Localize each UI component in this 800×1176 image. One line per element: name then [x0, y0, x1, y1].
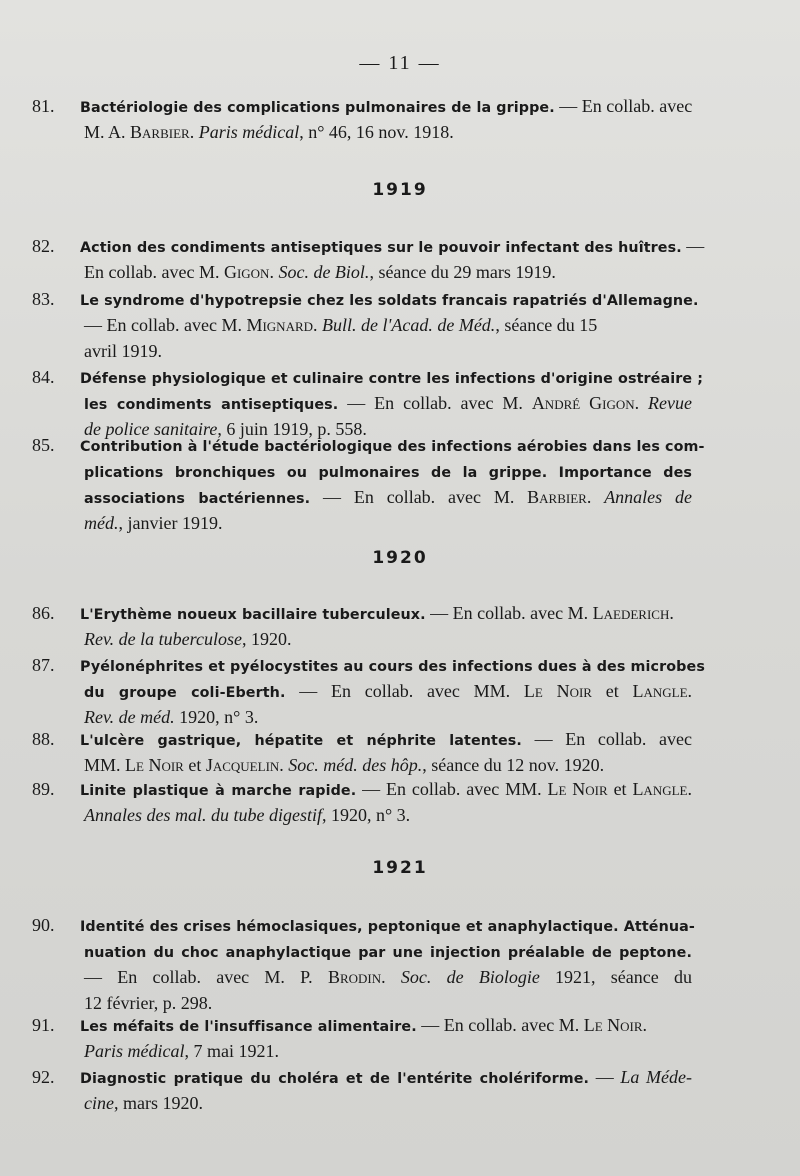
entry-number: 81. — [32, 96, 55, 116]
entry-line — [32, 1012, 692, 1038]
citation-text: — En collab. avec MM. — [356, 779, 548, 799]
author-name: Gigon — [223, 262, 270, 282]
bibliography-entry — [32, 776, 692, 828]
citation-text: , 1920, n° 3. — [321, 805, 411, 825]
journal-name: Soc. de Biol. — [278, 262, 370, 282]
citation-text: . — [586, 487, 605, 507]
citation-text: M. A. — [84, 122, 131, 142]
year-heading: 1920 — [372, 548, 428, 568]
citation-text: et — [607, 779, 633, 799]
journal-name: Soc. méd. des hôp. — [288, 755, 423, 775]
entry-title: Les méfaits de l'insuffisance alimentaire. — [80, 1019, 417, 1035]
journal-name: de police sanitaire — [84, 419, 218, 439]
entry-line — [32, 93, 692, 119]
bibliography-entry — [32, 93, 692, 145]
entry-title: Linite plastique à marche rapide. — [80, 783, 357, 799]
journal-name: méd. — [84, 513, 119, 533]
journal-name: Rev. de la tuberculose — [84, 629, 242, 649]
entry-line — [32, 938, 692, 964]
entry-line — [32, 458, 692, 484]
entry-title: associations bactériennes. — [84, 491, 311, 507]
entry-line — [32, 1064, 692, 1090]
citation-text: — En collab. avec M. — [84, 315, 247, 335]
entry-title: Diagnostic pratique du choléra et de l'entérite cholériforme. — [80, 1071, 590, 1087]
bibliography-entry — [32, 286, 699, 364]
entry-line — [32, 726, 692, 752]
journal-name: Annales de — [604, 487, 693, 507]
entry-title: Identité des crises hémoclasiques, peptonique et anaphylactique. Atténua- — [80, 919, 695, 935]
author-name: Langle — [632, 779, 688, 799]
journal-name: cine — [84, 1093, 114, 1113]
entry-number: 90. — [32, 915, 55, 935]
entry-line — [32, 678, 692, 704]
entry-line — [32, 390, 692, 416]
entry-line — [32, 510, 692, 536]
bibliography-entry — [32, 652, 705, 730]
author-name: Le Noir — [583, 1015, 643, 1035]
citation-text: . — [634, 393, 649, 413]
entry-number: 82. — [32, 236, 55, 256]
citation-text: , janvier 1919. — [118, 513, 223, 533]
entry-line — [32, 1038, 692, 1064]
citation-text: — En collab. avec — [554, 96, 693, 116]
journal-name: La Méde- — [620, 1067, 692, 1087]
entry-number: 92. — [32, 1067, 55, 1087]
citation-text: . — [279, 755, 289, 775]
entry-number: 84. — [32, 367, 55, 387]
entry-title: Contribution à l'étude bactériologique des infections aérobies dans les com- — [80, 439, 705, 455]
entry-line — [32, 432, 705, 458]
entry-line — [32, 286, 699, 312]
entry-number: 89. — [32, 779, 55, 799]
citation-text: 1920, n° 3. — [174, 707, 259, 727]
entry-line — [32, 912, 695, 938]
journal-name: Revue — [648, 393, 693, 413]
author-name: Barbier — [527, 487, 587, 507]
entry-title: plications bronchiques ou pulmonaires de la grippe. Importance des — [84, 465, 692, 481]
author-name: Laederich — [592, 603, 670, 623]
author-name: Barbier — [130, 122, 190, 142]
citation-text: , 6 juin 1919, p. 558. — [217, 419, 367, 439]
citation-text: — En collab. avec M. — [310, 487, 528, 507]
entry-title: Pyélonéphrites et pyélocystites au cours des infections dues à des microbes — [80, 659, 705, 675]
entry-title: Bactériologie des complications pulmonaires de la grippe. — [80, 100, 555, 116]
entry-line — [32, 233, 705, 259]
citation-text: , n° 46, 16 nov. 1918. — [299, 122, 454, 142]
entry-title: Action des condiments antiseptiques sur le pouvoir infectant des huîtres. — [80, 240, 682, 256]
bibliography-entry — [32, 1064, 692, 1116]
bibliography-entry — [32, 1012, 692, 1064]
citation-text: 12 février, p. 298. — [84, 993, 213, 1013]
journal-name: Soc. de Biologie — [400, 967, 540, 987]
citation-text: MM. — [84, 755, 126, 775]
citation-text: avril 1919. — [84, 341, 162, 361]
entry-title: L'Erythème noueux bacillaire tuberculeux. — [80, 607, 426, 623]
entry-title: du groupe coli-Eberth. — [84, 685, 286, 701]
bibliography-entry — [32, 364, 704, 442]
author-name: Jacquelin — [205, 755, 280, 775]
citation-text: En collab. avec M. — [84, 262, 224, 282]
journal-name: Paris médical — [198, 122, 300, 142]
entry-line — [32, 1090, 692, 1116]
journal-name: Annales des mal. du tube digestif — [84, 805, 322, 825]
citation-text: — En collab. avec MM. — [285, 681, 524, 701]
year-heading: 1921 — [372, 858, 428, 878]
entry-line — [32, 802, 692, 828]
author-name: Le Noir — [523, 681, 592, 701]
bibliography-entry — [32, 726, 692, 778]
entry-line — [32, 259, 692, 285]
entry-line — [32, 964, 692, 990]
citation-text: . — [381, 967, 401, 987]
citation-text: , séance du 15 — [495, 315, 598, 335]
entry-line — [32, 364, 704, 390]
citation-text: . — [189, 122, 199, 142]
entry-line — [32, 652, 705, 678]
entry-number: 85. — [32, 435, 55, 455]
citation-text: et — [183, 755, 206, 775]
entry-line — [32, 484, 692, 510]
citation-text: — — [589, 1067, 621, 1087]
citation-text: . — [687, 681, 693, 701]
citation-text: — En collab. avec M. — [425, 603, 593, 623]
bibliography-entry — [32, 912, 695, 1016]
citation-text: . — [269, 262, 279, 282]
entry-number: 87. — [32, 655, 55, 675]
entry-line — [32, 752, 692, 778]
citation-text: . — [313, 315, 323, 335]
author-name: Langle — [632, 681, 688, 701]
citation-text: , séance du 12 nov. 1920. — [422, 755, 605, 775]
author-name: Mignard — [246, 315, 314, 335]
entry-line — [32, 776, 692, 802]
citation-text: — En collab. avec M. — [338, 393, 532, 413]
entry-line — [32, 600, 692, 626]
citation-text: . — [642, 1015, 648, 1035]
citation-text: . — [669, 603, 674, 623]
entry-title: les condiments antiseptiques. — [84, 397, 339, 413]
journal-name: Rev. de méd. — [84, 707, 175, 727]
entry-number: 86. — [32, 603, 55, 623]
journal-name: Bull. de l'Acad. de Méd. — [322, 315, 496, 335]
entry-line — [32, 119, 692, 145]
author-name: Le Noir — [547, 779, 608, 799]
citation-text: , séance du 29 mars 1919. — [369, 262, 556, 282]
bibliography-entry — [32, 233, 705, 285]
entry-number: 88. — [32, 729, 55, 749]
citation-text: — En collab. avec — [521, 729, 692, 749]
citation-text: — En collab. avec M. — [416, 1015, 584, 1035]
entry-line — [32, 338, 692, 364]
author-name: Brodin — [327, 967, 382, 987]
bibliography-entry — [32, 600, 692, 652]
citation-text: et — [591, 681, 633, 701]
entry-line — [32, 626, 692, 652]
entry-number: 83. — [32, 289, 55, 309]
page-number: — 11 — — [359, 52, 441, 74]
entry-title: L'ulcère gastrique, hépatite et néphrite latentes. — [80, 733, 522, 749]
citation-text: — En collab. avec M. P. — [84, 967, 328, 987]
entry-line — [32, 312, 692, 338]
citation-text: . — [687, 779, 692, 799]
bibliography-entry — [32, 432, 705, 536]
citation-text: 1921, séance du — [539, 967, 693, 987]
citation-text: , 1920. — [241, 629, 292, 649]
entry-title: Le syndrome d'hypotrepsie chez les soldats francais rapatriés d'Allemagne. — [80, 293, 699, 309]
entry-title: nuation du choc anaphylactique par une injection préalable de peptone. — [84, 945, 692, 961]
citation-text: , 7 mai 1921. — [184, 1041, 279, 1061]
author-name: André Gigon — [531, 393, 635, 413]
entry-title: Défense physiologique et culinaire contre les infections d'origine ostréaire ; — [80, 371, 704, 387]
journal-name: Paris médical — [84, 1041, 185, 1061]
author-name: Le Noir — [125, 755, 184, 775]
citation-text: , mars 1920. — [113, 1093, 203, 1113]
citation-text: — — [681, 236, 705, 256]
entry-number: 91. — [32, 1015, 55, 1035]
year-heading: 1919 — [372, 180, 428, 200]
